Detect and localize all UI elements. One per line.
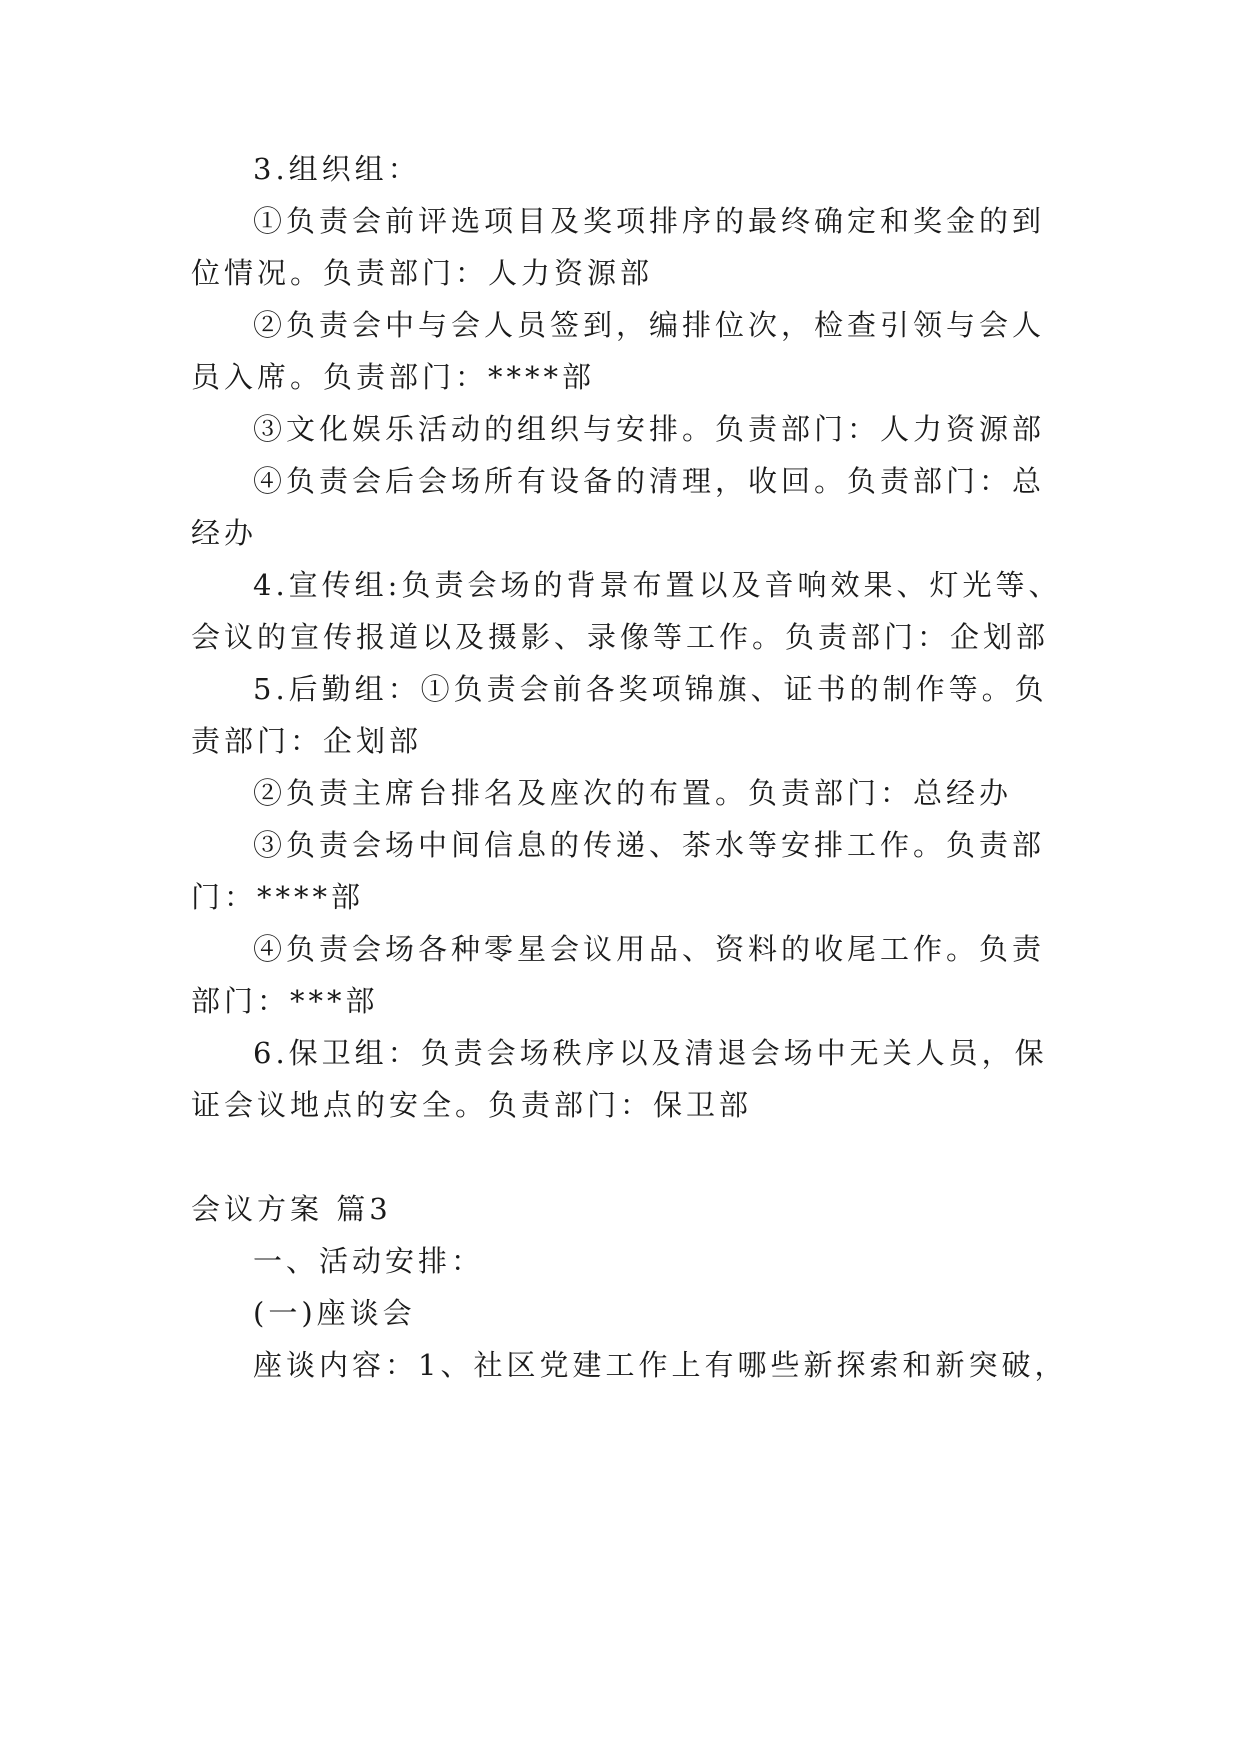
section-heading-logistics: 5.后勤组：①负责会前各奖项锦旗、证书的制作等。负 bbox=[253, 672, 1048, 706]
paragraph-line: 经办 bbox=[191, 516, 258, 550]
paragraph-line: ④负责会后会场所有设备的清理，收回。负责部门：总 bbox=[253, 464, 1046, 498]
paragraph-line: 位情况。负责部门：人力资源部 bbox=[191, 256, 654, 290]
section-heading-publicity: 4.宣传组:负责会场的背景布置以及音响效果、灯光等、 bbox=[253, 568, 1062, 602]
paragraph-line: 部门：***部 bbox=[191, 984, 379, 1018]
paragraph-line: 员入席。负责部门：****部 bbox=[191, 360, 596, 394]
paragraph-line: 座谈内容：1、社区党建工作上有哪些新探索和新突破， bbox=[253, 1348, 1068, 1382]
paragraph-line: 证会议地点的安全。负责部门：保卫部 bbox=[191, 1088, 753, 1122]
subheading-activity-arrangement: 一、活动安排： bbox=[253, 1244, 485, 1278]
paragraph-line: 责部门：企划部 bbox=[191, 724, 423, 758]
document-section-title: 会议方案 篇3 bbox=[191, 1192, 392, 1226]
paragraph-line: ②负责主席台排名及座次的布置。负责部门：总经办 bbox=[253, 776, 1013, 810]
section-heading-security: 6.保卫组：负责会场秩序以及清退会场中无关人员，保 bbox=[253, 1036, 1048, 1070]
section-heading-organization: 3.组织组： bbox=[253, 152, 421, 186]
paragraph-line: ③负责会场中间信息的传递、茶水等安排工作。负责部 bbox=[253, 828, 1046, 862]
paragraph-line: 会议的宣传报道以及摄影、录像等工作。负责部门：企划部 bbox=[191, 620, 1050, 654]
paragraph-line: ②负责会中与会人员签到，编排位次，检查引领与会人 bbox=[253, 308, 1046, 342]
paragraph-line: ③文化娱乐活动的组织与安排。负责部门：人力资源部 bbox=[253, 412, 1046, 446]
paragraph-line: ①负责会前评选项目及奖项排序的最终确定和奖金的到 bbox=[253, 204, 1046, 238]
subheading-forum: (一)座谈会 bbox=[253, 1296, 416, 1330]
paragraph-line: ④负责会场各种零星会议用品、资料的收尾工作。负责 bbox=[253, 932, 1046, 966]
paragraph-line: 门：****部 bbox=[191, 880, 365, 914]
